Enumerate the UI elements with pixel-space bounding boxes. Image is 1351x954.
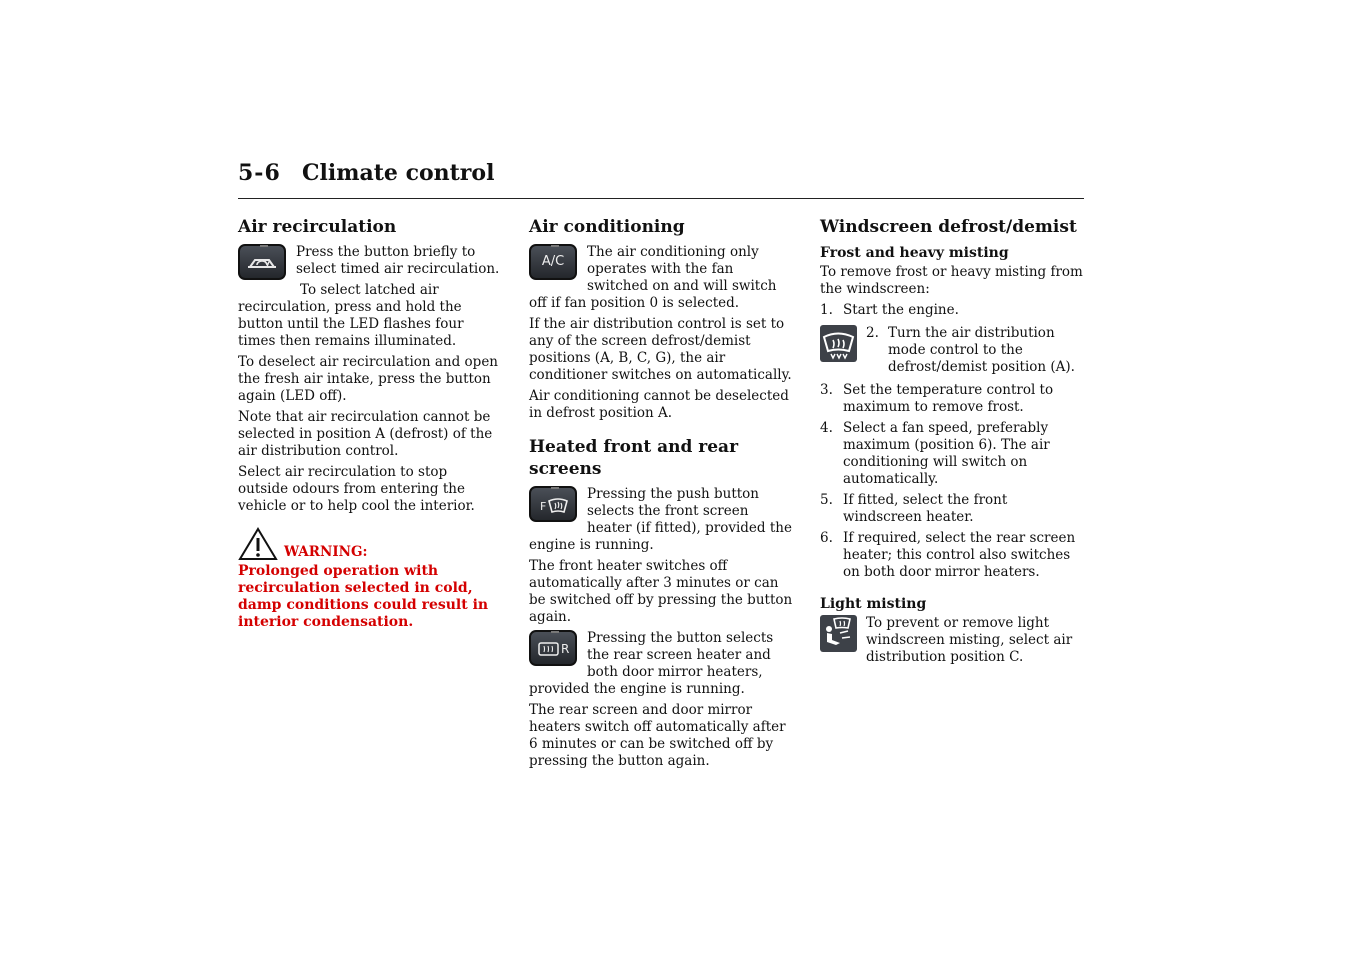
list-item: 2. Turn the air distribution mode control to the defrost/demist position (A). xyxy=(820,325,1084,376)
para-heat-2: The front heater switches off automatically after 3 minutes or can be switched off by pressing the button again. xyxy=(529,558,793,625)
para-ac-2: If the air distribution control is set to any of the screen defrost/demist positions (A, B, C, G), the air conditioner switches on automatically. xyxy=(529,316,792,383)
heading-windscreen-defrost: Windscreen defrost/demist xyxy=(820,217,1077,237)
warning-label: WARNING: xyxy=(284,544,368,560)
recirculation-button-icon xyxy=(238,244,286,280)
subheading-light-misting: Light misting xyxy=(820,596,927,612)
subheading-frost: Frost and heavy misting xyxy=(820,245,1009,261)
rear-screen-heater-button-icon xyxy=(529,630,577,666)
list-item: 4. Select a fan speed, preferably maximum (position 6). The air conditioning will switch on automatically. xyxy=(820,420,1050,487)
list-item: 6. If required, select the rear screen heater; this control also switches on both door mirror heaters. xyxy=(820,530,1076,580)
ac-button-icon xyxy=(529,244,577,280)
column-air-recirculation xyxy=(238,216,500,631)
rear-button-letter: R xyxy=(561,642,570,656)
front-button-letter: F xyxy=(540,500,547,513)
para-recirc-1: Press the button briefly to select timed air recirculation. xyxy=(296,244,500,277)
heading-air-conditioning: Air conditioning xyxy=(529,217,685,237)
warning-block xyxy=(238,527,500,631)
warning-text: Prolonged operation with recirculation selected in cold, damp conditions could result in interior condensation. xyxy=(238,563,489,630)
para-heat-1: Pressing the push button selects the front screen heater (if fitted), provided the engine is running. xyxy=(529,486,792,553)
para-ac-3: Air conditioning cannot be deselected in defrost position A. xyxy=(529,388,789,421)
page-title: Climate control xyxy=(302,160,495,186)
para-ac-1: The air conditioning only operates with the fan switched on and will switch off if fan position 0 is selected. xyxy=(529,244,777,311)
para-recirc-5: Select air recirculation to stop outside odours from entering the vehicle or to help cool the interior. xyxy=(238,464,475,514)
para-light-misting: To prevent or remove light windscreen misting, select air distribution position C. xyxy=(866,615,1073,665)
para-recirc-2: To select latched air recirculation, press and hold the button until the LED flashes four times then remains illuminated. xyxy=(238,282,464,349)
list-item: 5. If fitted, select the front windscreen heater. xyxy=(820,492,1008,525)
front-screen-heater-button-icon xyxy=(529,486,577,522)
column-windscreen-defrost xyxy=(820,216,1084,670)
defrost-windscreen-icon xyxy=(820,325,857,362)
defrost-steps xyxy=(820,302,1084,581)
ac-button-label: A/C xyxy=(541,254,565,269)
para-recirc-3: To deselect air recirculation and open the fresh air intake, press the button again (LED off). xyxy=(238,354,499,404)
list-item: 1. Start the engine. xyxy=(820,302,959,318)
para-recirc-4: Note that air recirculation cannot be selected in position A (defrost) of the air distribution control. xyxy=(238,409,493,459)
list-item: 3. Set the temperature control to maximum to remove frost. xyxy=(820,382,1054,415)
demist-position-c-icon xyxy=(820,615,857,652)
para-heat-4: The rear screen and door mirror heaters switch off automatically after 6 minutes or can be switched off by pressing the button again. xyxy=(529,702,786,769)
page-number: 5-6 xyxy=(238,160,281,186)
column-air-conditioning xyxy=(529,216,794,774)
para-heat-3: Pressing the button selects the rear screen heater and both door mirror heaters, provided the engine is running. xyxy=(529,630,774,697)
heading-heated-screens: Heated front and rear screens xyxy=(529,437,739,479)
page-header xyxy=(238,158,1084,199)
warning-triangle-icon xyxy=(238,527,278,561)
para-frost-intro: To remove frost or heavy misting from the windscreen: xyxy=(820,264,1083,297)
heading-air-recirculation: Air recirculation xyxy=(238,217,397,237)
